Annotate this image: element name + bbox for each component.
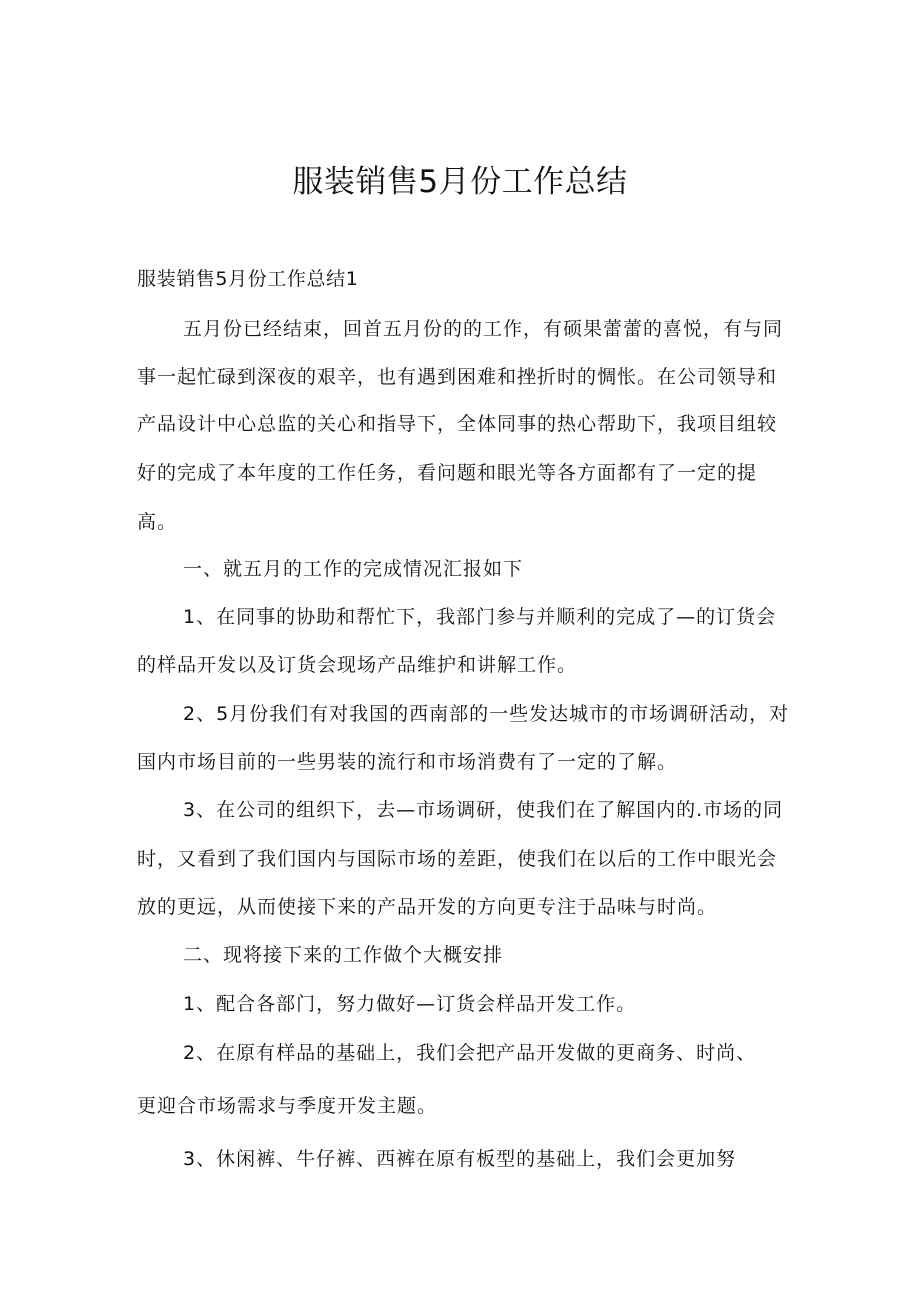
section-heading: 二、现将接下来的工作做个大概安排	[183, 944, 504, 966]
body-line: 1、在同事的协助和帮忙下，我部门参与并顺利的完成了—的订货会	[183, 606, 777, 628]
body-line: 事一起忙碌到深夜的艰辛，也有遇到困难和挫折时的惆怅。在公司领导和	[137, 366, 778, 388]
body-line: 高。	[137, 511, 178, 533]
body-line: 3、休闲裤、牛仔裤、西裤在原有板型的基础上，我们会更加努	[183, 1148, 737, 1170]
body-line: 产品设计中心总监的关心和指导下，全体同事的热心帮助下，我项目组较	[137, 413, 778, 435]
body-line: 五月份已经结束，回首五月份的的工作，有硕果蕾蕾的喜悦，有与同	[183, 318, 784, 340]
body-line: 国内市场目前的一些男装的流行和市场消费有了一定的了解。	[137, 751, 678, 773]
document-title: 服装销售5月份工作总结	[292, 164, 628, 200]
section-subtitle: 服装销售5月份工作总结1	[137, 268, 359, 290]
body-line: 3、在公司的组织下，去—市场调研，使我们在了解国内的.市场的同	[183, 799, 784, 821]
section-heading: 一、就五月的工作的完成情况汇报如下	[183, 558, 524, 580]
body-line: 2、5月份我们有对我国的西南部的一些发达城市的市场调研活动，对	[183, 703, 790, 725]
body-line: 时，又看到了我们国内与国际市场的差距，使我们在以后的工作中眼光会	[137, 848, 778, 870]
body-line: 好的完成了本年度的工作任务，看问题和眼光等各方面都有了一定的提	[137, 462, 758, 484]
body-line: 放的更远，从而使接下来的产品开发的方向更专注于品味与时尚。	[137, 896, 718, 918]
body-line: 更迎合市场需求与季度开发主题。	[137, 1095, 438, 1117]
body-line: 2、在原有样品的基础上，我们会把产品开发做的更商务、时尚、	[183, 1042, 757, 1064]
body-line: 1、配合各部门，努力做好—订货会样品开发工作。	[183, 993, 637, 1015]
body-line: 的样品开发以及订货会现场产品维护和讲解工作。	[137, 654, 578, 676]
